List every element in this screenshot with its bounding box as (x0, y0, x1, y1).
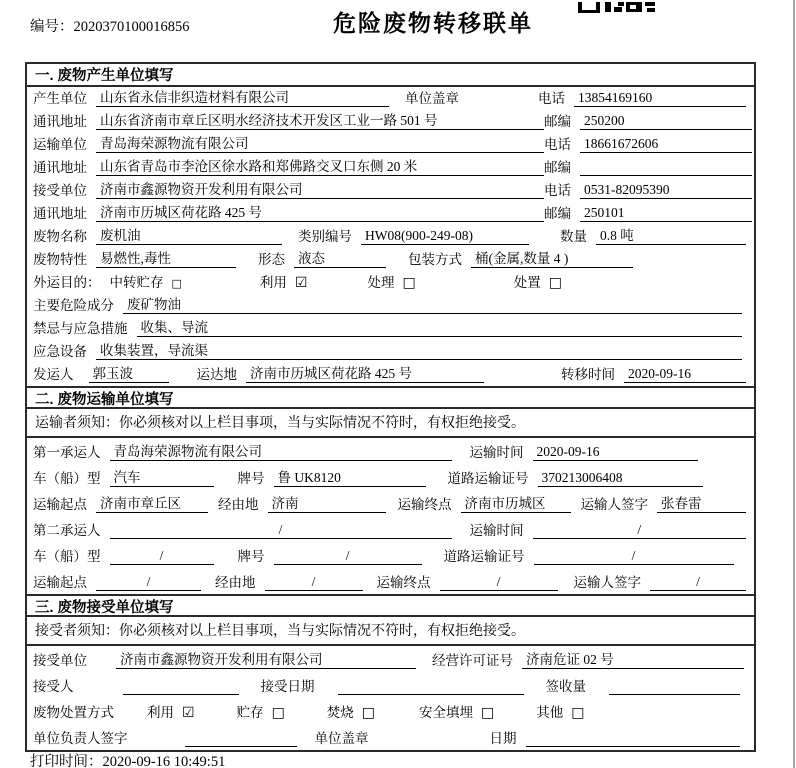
quantity-label: 数量 (560, 229, 587, 244)
route-end-label: 运输终点 (376, 575, 431, 590)
disposal-method-label: 废物处置方式 (33, 705, 114, 720)
transporter-notice: 运输者须知：你必须核对以上栏目事项，当与实际情况不符时，有权拒绝接受。 (27, 409, 754, 438)
date-label: 日期 (489, 731, 517, 746)
route-start-label: 运输起点 (33, 575, 87, 590)
address-label: 通讯地址 (33, 160, 87, 175)
shipper-name-field: 郭玉波 (89, 362, 169, 383)
road-permit-field-2: / (534, 548, 734, 565)
packing-label: 包装方式 (408, 252, 462, 267)
option-label: 安全填埋 (419, 705, 474, 720)
row-vehicle-2 (27, 542, 754, 568)
row-emergency-measures (27, 317, 754, 340)
row-route-2 (27, 568, 754, 594)
responsible-signature-label: 单位负责人签字 (33, 731, 128, 746)
second-carrier-label: 第二承运人 (33, 523, 101, 538)
transfer-time-field: 2020-09-16 (624, 366, 746, 383)
receiver-address-field: 济南市历城区荷花路 425 号 (96, 201, 544, 222)
row-second-carrier (27, 516, 754, 542)
plate-label: 牌号 (237, 549, 265, 564)
checkbox-utilize[interactable]: ☑ (182, 705, 195, 721)
plate-field: 鲁 UK8120 (274, 466, 426, 487)
category-code-label: 类别编号 (298, 229, 352, 244)
checkbox-treat[interactable]: □ (402, 275, 416, 291)
route-end-field: 济南市历城区 (461, 492, 571, 513)
producer-zip-field: 250200 (580, 113, 752, 130)
carrier-signature-label: 运输人签字 (573, 575, 641, 590)
via-label: 经由地 (218, 497, 259, 512)
row-vehicle-1 (27, 464, 754, 490)
zip-label: 邮编 (544, 206, 571, 221)
qr-code-icon (578, 0, 656, 11)
route-start-label: 运输起点 (33, 497, 87, 512)
plate-label: 牌号 (237, 471, 265, 486)
purpose-option-treat (367, 271, 415, 291)
purpose-option-utilize (260, 271, 308, 291)
unit-seal-label: 单位盖章 (405, 91, 459, 106)
row-producer-address (27, 110, 754, 133)
waste-traits-field: 易燃性,毒性 (96, 247, 236, 268)
disposal-option-landfill (419, 701, 494, 721)
checkbox-utilize[interactable]: ☑ (294, 275, 308, 291)
row-shipper (27, 363, 754, 386)
date-field (526, 730, 741, 747)
row-first-carrier (27, 438, 754, 464)
form-field: 液态 (294, 247, 386, 268)
serial-label: 编号： (30, 19, 74, 35)
receiver-value-field: 济南市鑫源物资开发利用有限公司 (96, 178, 544, 199)
carrier-signature-field-2: / (650, 574, 746, 591)
window-edge-divider (793, 0, 795, 768)
route-start-field-2: / (96, 574, 201, 591)
option-label: 利用 (259, 275, 287, 290)
carrier-signature-field: 张春雷 (657, 492, 746, 513)
transport-time-label: 运输时间 (469, 523, 524, 538)
option-label: 利用 (147, 705, 174, 720)
signed-quantity-field (609, 678, 740, 695)
hazard-label: 主要危险成分 (33, 298, 114, 313)
category-code-field: HW08(900-249-08) (361, 228, 529, 245)
section1-heading: 一. 废物产生单位填写 (27, 64, 754, 87)
address-label: 通讯地址 (33, 114, 87, 129)
emergency-equipment-field: 收集装置，导流渠 (96, 339, 742, 360)
shipper-label: 发运人 (33, 367, 74, 382)
row-acceptor (27, 672, 754, 698)
row-disposal-method (27, 698, 754, 724)
row-responsible-signature (27, 724, 754, 750)
emergency-measures-field: 收集、导流 (137, 316, 743, 337)
receiving-unit-field: 济南市鑫源物资开发利用有限公司 (116, 648, 416, 669)
transporter-label: 运输单位 (33, 137, 87, 152)
receiver-label: 接受单位 (33, 183, 87, 198)
print-time-line (30, 750, 225, 768)
road-permit-field: 370213006408 (538, 470, 703, 487)
section2-heading: 二. 废物运输单位填写 (27, 386, 754, 409)
emergency-measures-label: 禁忌与应急措施 (33, 321, 128, 336)
zip-label: 邮编 (544, 160, 571, 175)
accept-date-field (338, 678, 524, 695)
receiver-phone-field: 0531-82095390 (580, 182, 752, 199)
emergency-equipment-label: 应急设备 (33, 344, 87, 359)
quantity-field: 0.8 吨 (596, 224, 746, 245)
route-end-label: 运输终点 (397, 497, 452, 512)
transfer-form (25, 62, 756, 752)
transport-time-field-2: / (533, 522, 747, 539)
row-transporter-address (27, 156, 754, 179)
disposal-option-incinerate (327, 701, 375, 721)
vehicle-type-field: 汽车 (110, 466, 214, 487)
via-label: 经由地 (215, 575, 256, 590)
plate-field-2: / (274, 548, 422, 565)
transport-time-label: 运输时间 (469, 445, 524, 460)
zip-label: 邮编 (544, 114, 571, 129)
phone-label: 电话 (544, 183, 571, 198)
print-time-label: 打印时间： (30, 754, 103, 768)
option-label: 处理 (367, 275, 395, 290)
unit-seal-label: 单位盖章 (314, 731, 369, 746)
accept-date-label: 接受日期 (260, 679, 315, 694)
disposal-option-other (536, 701, 584, 721)
checkbox-transit[interactable]: □ (171, 277, 182, 290)
producer-phone-field: 13854169160 (574, 90, 746, 107)
receiving-unit-label: 接受单位 (33, 653, 87, 668)
acceptor-label: 接受人 (33, 679, 74, 694)
destination-field: 济南市历城区荷花路 425 号 (246, 362, 484, 383)
row-route-1 (27, 490, 754, 516)
disposal-option-utilize (147, 701, 195, 721)
hazard-field: 废矿物油 (123, 293, 742, 314)
carrier-signature-label: 运输人签字 (580, 497, 648, 512)
transporter-value-field: 青岛海荣源物流有限公司 (96, 132, 544, 153)
row-hazard-components (27, 294, 754, 317)
row-receiver (27, 179, 754, 202)
checkbox-landfill[interactable]: □ (481, 705, 495, 721)
address-label: 通讯地址 (33, 206, 87, 221)
checkbox-other[interactable]: □ (571, 705, 585, 721)
transporter-address-field: 山东省青岛市李沧区徐水路和郑佛路交叉口东侧 20 米 (96, 155, 544, 176)
vehicle-type-field-2: / (110, 548, 214, 565)
print-time-value: 2020-09-16 10:49:51 (102, 754, 226, 768)
waste-name-label: 废物名称 (33, 229, 87, 244)
row-transporter (27, 133, 754, 156)
disposal-option-store (237, 701, 285, 721)
row-receiving-unit (27, 646, 754, 672)
receiver-notice: 接受者须知：你必须核对以上栏目事项，当与实际情况不符时，有权拒绝接受。 (27, 617, 754, 646)
waste-name-field: 废机油 (96, 224, 282, 245)
destination-label: 运达地 (196, 367, 237, 382)
checkbox-store[interactable]: □ (271, 705, 285, 721)
second-carrier-field: / (110, 522, 452, 539)
row-emergency-equipment (27, 340, 754, 363)
producer-address-field: 山东省济南市章丘区明水经济技术开发区工业一路 501 号 (96, 109, 544, 130)
row-producer (27, 87, 754, 110)
first-carrier-label: 第一承运人 (33, 445, 101, 460)
phone-label: 电话 (538, 91, 565, 106)
route-end-field-2: / (440, 574, 558, 591)
row-waste-name (27, 225, 754, 248)
producer-label: 产生单位 (33, 91, 87, 106)
purpose-option-dispose (514, 271, 562, 291)
row-waste-traits (27, 248, 754, 271)
option-label: 贮存 (236, 705, 264, 720)
route-start-field: 济南市章丘区 (96, 492, 208, 513)
purpose-option-transit (110, 271, 182, 291)
serial-number: 2020370100016856 (73, 19, 190, 35)
checkbox-incinerate[interactable]: □ (361, 705, 376, 721)
option-label: 焚烧 (326, 705, 354, 720)
via-field: 济南 (268, 492, 386, 513)
road-permit-label: 道路运输证号 (443, 549, 525, 564)
waste-traits-label: 废物特性 (33, 252, 87, 267)
option-label: 其他 (536, 705, 564, 720)
option-label: 处置 (513, 275, 541, 290)
first-carrier-field: 青岛海荣源物流有限公司 (110, 440, 452, 461)
producer-value-field: 山东省永信非织造材料有限公司 (96, 86, 389, 107)
via-field-2: / (265, 574, 363, 591)
row-transfer-purpose (27, 271, 754, 294)
signed-quantity-label: 签收量 (545, 679, 586, 694)
transporter-phone-field: 18661672606 (580, 136, 752, 153)
acceptor-field (123, 678, 239, 695)
license-field: 济南危证 02 号 (522, 648, 744, 669)
receiver-zip-field: 250101 (580, 205, 752, 222)
row-receiver-address (27, 202, 754, 225)
vehicle-type-label: 车（船）型 (33, 549, 101, 564)
packing-field: 桶(金属,数量 4 ) (471, 247, 633, 268)
phone-label: 电话 (544, 137, 571, 152)
license-label: 经营许可证号 (432, 653, 513, 668)
purpose-label: 外运目的： (33, 275, 101, 290)
page-title: 危险废物转移联单 (333, 10, 533, 36)
transfer-time-label: 转移时间 (561, 367, 615, 382)
road-permit-label: 道路运输证号 (447, 471, 529, 486)
section3-heading: 三. 废物接受单位填写 (27, 594, 754, 617)
form-label: 形态 (258, 252, 285, 267)
option-label: 中转贮存 (109, 275, 164, 290)
transporter-zip-field (580, 159, 752, 176)
responsible-signature-field (185, 730, 297, 747)
transport-time-field: 2020-09-16 (533, 444, 698, 461)
checkbox-dispose[interactable]: □ (548, 275, 562, 291)
vehicle-type-label: 车（船）型 (33, 471, 101, 486)
